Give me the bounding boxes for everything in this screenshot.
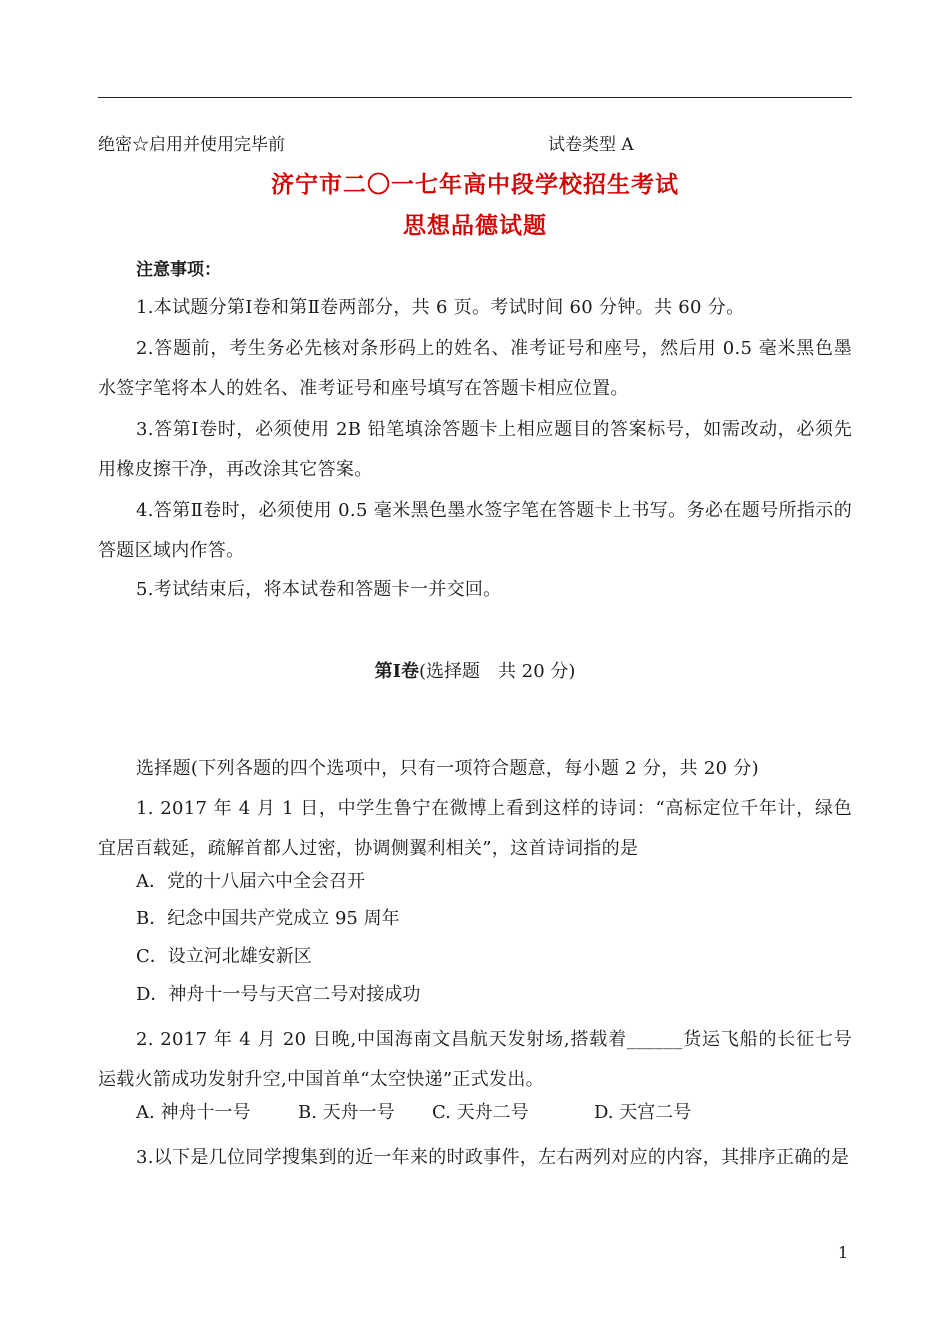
question-2-option-d: D. 天宫二号 xyxy=(594,1102,692,1123)
notice-heading: 注意事项： xyxy=(136,260,221,280)
section-1-title-rest: (选择题 共 20 分) xyxy=(419,661,576,682)
question-2-option-c: C. 天舟二号 xyxy=(432,1102,529,1123)
exam-subject-title: 思想品德试题 xyxy=(403,212,547,239)
confidential-label: 绝密☆启用并使用完毕前 xyxy=(98,135,285,155)
question-1-option-c: C．设立河北雄安新区 xyxy=(136,946,312,967)
question-1-option-a: A．党的十八届六中全会召开 xyxy=(136,871,365,892)
section-1-title xyxy=(0,660,950,684)
paper-type-label: 试卷类型 A xyxy=(548,135,634,155)
notice-item-2: 2.答题前，考生务必先核对条形码上的姓名、准考证号和座号，然后用 0.5 毫米黑色墨水签字笔将本人的姓名、准考证号和座号填写在答题卡相应位置。 xyxy=(98,338,852,399)
section-1-title-bold: 第Ⅰ卷 xyxy=(374,661,419,682)
notice-item-1: 1.本试题分第Ⅰ卷和第Ⅱ卷两部分，共 6 页。考试时间 60 分钟。共 60 分。 xyxy=(136,297,745,318)
question-1-option-d: D．神舟十一号与天宫二号对接成功 xyxy=(136,984,421,1005)
question-2-option-a: A. 神舟十一号 xyxy=(136,1102,251,1123)
notice-item-4: 4.答第Ⅱ卷时，必须使用 0.5 毫米黑色墨水签字笔在答题卡上书写。务必在题号所指示的答题区域内作答。 xyxy=(98,500,852,561)
question-1-option-b: B．纪念中国共产党成立 95 周年 xyxy=(136,908,400,929)
question-2-stem: 2. 2017 年 4 月 20 日晚,中国海南文昌航天发射场,搭载着______货运飞船的长征七号运载火箭成功发射升空,中国首单“太空快递”正式发出。 xyxy=(98,1029,852,1090)
header-rule xyxy=(98,97,852,98)
question-1-stem: 1. 2017 年 4 月 1 日，中学生鲁宁在微博上看到这样的诗词：“高标定位千年计，绿色宜居百载延，疏解首都人过密，协调侧翼利相关”，这首诗词指的是 xyxy=(98,798,852,859)
notice-item-3: 3.答第Ⅰ卷时，必须使用 2B 铅笔填涂答题卡上相应题目的答案标号，如需改动，必须先用橡皮擦干净，再改涂其它答案。 xyxy=(98,419,852,480)
choice-instruction: 选择题(下列各题的四个选项中，只有一项符合题意，每小题 2 分，共 20 分) xyxy=(136,758,759,779)
exam-title: 济宁市二〇一七年高中段学校招生考试 xyxy=(271,171,679,198)
notice-item-5: 5.考试结束后，将本试卷和答题卡一并交回。 xyxy=(136,579,502,600)
question-2-option-b: B. 天舟一号 xyxy=(298,1102,395,1123)
question-3-stem: 3.以下是几位同学搜集到的近一年来的时政事件，左右两列对应的内容，其排序正确的是 xyxy=(136,1147,850,1168)
page-number: 1 xyxy=(838,1243,849,1262)
